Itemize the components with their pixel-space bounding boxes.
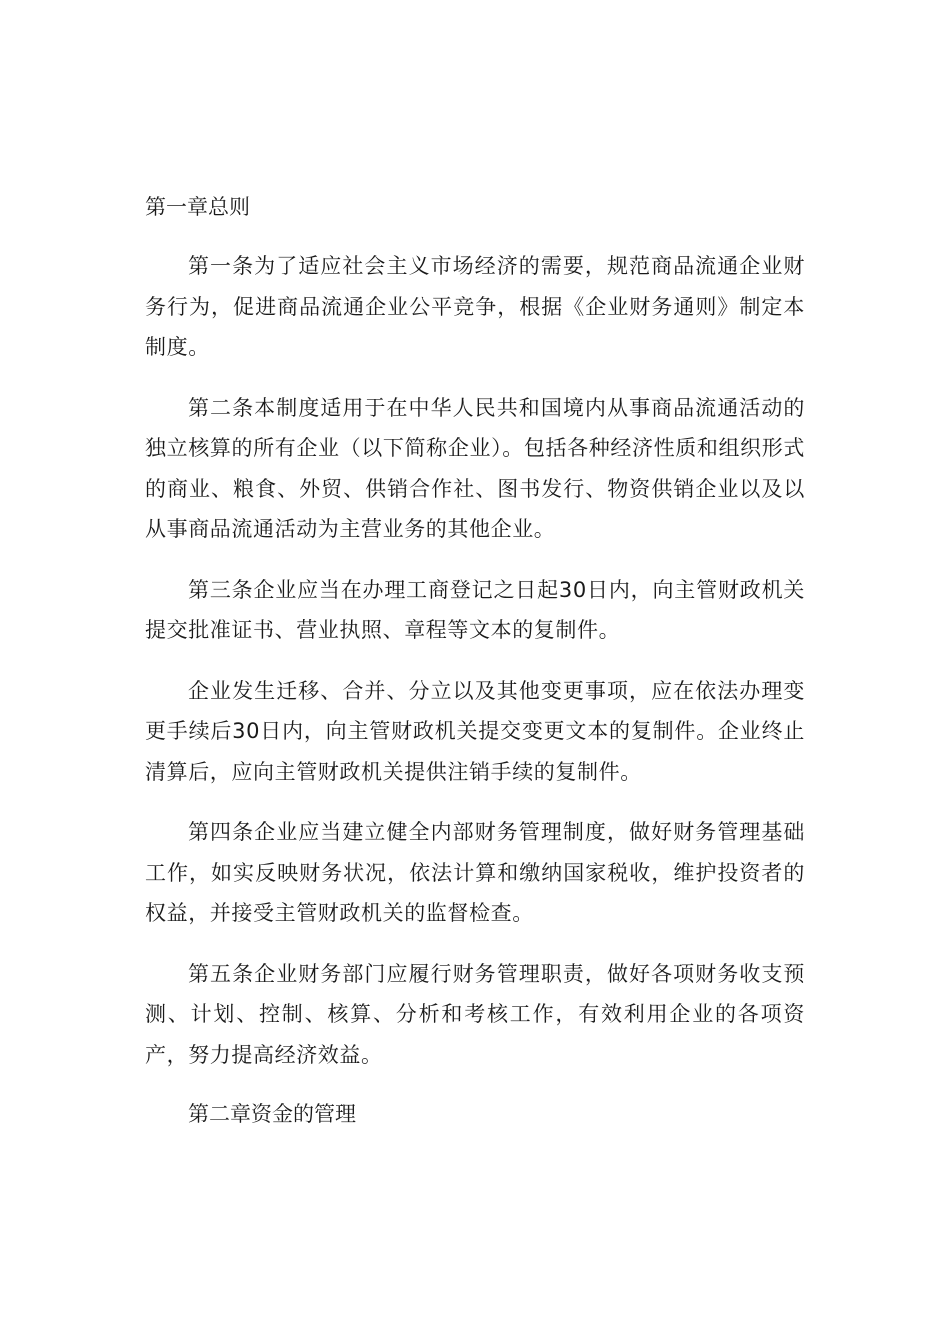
chapter-2-title: 第二章资金的管理 [188,1102,356,1126]
article-3-continuation-paragraph: 企业发生迁移、合并、分立以及其他变更事项，应在依法办理变更手续后30日内，向主管财政机关提交变更文本的复制件。企业终止清算后，应向主管财政机关提供注销手续的复制件。 [145,678,805,784]
article-1-paragraph: 第一条为了适应社会主义市场经济的需要，规范商品流通企业财务行为，促进商品流通企业公平竞争，根据《企业财务通则》制定本制度。 [145,254,805,359]
article-5-paragraph: 第五条企业财务部门应履行财务管理职责，做好各项财务收支预测、计划、控制、核算、分析和考核工作，有效利用企业的各项资产，努力提高经济效益。 [145,961,805,1067]
article-2-paragraph: 第二条本制度适用于在中华人民共和国境内从事商品流通活动的独立核算的所有企业（以下简称企业）。包括各种经济性质和组织形式的商业、粮食、外贸、供销合作社、图书发行、物资供销企业以及以从事商品流通活动为主营业务的其他企业。 [145,395,805,541]
article-3-paragraph: 第三条企业应当在办理工商登记之日起30日内，向主管财政机关提交批准证书、营业执照、章程等文本的复制件。 [145,577,805,642]
document-body [145,188,805,1133]
chapter-1-title: 第一章总则 [145,195,250,219]
article-4-paragraph: 第四条企业应当建立健全内部财务管理制度，做好财务管理基础工作，如实反映财务状况，依法计算和缴纳国家税收，维护投资者的权益，并接受主管财政机关的监督检查。 [145,820,805,925]
